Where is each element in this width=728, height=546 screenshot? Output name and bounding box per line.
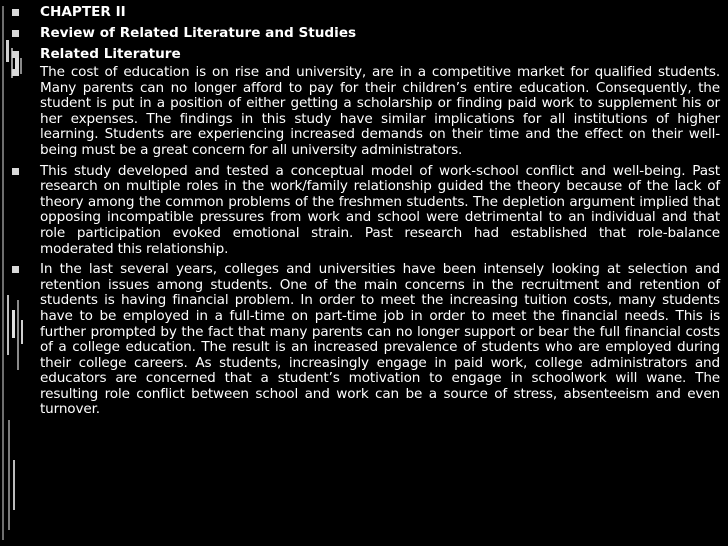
paragraph-2: This study developed and tested a conceptual model of work-school conflict and well-being. Past research on multiple roles in the work/family relationship guided the theory because of the lack of theory among the common problems of the freshmen students. The depletion argument implied that opposing incompatible pressures from work and school were detrimental to an individual and that role participation evoked emotional strain. Past research had established that role-balance moderated this relationship. xyxy=(40,162,720,257)
square-bullet-icon xyxy=(12,266,19,273)
square-bullet-icon xyxy=(12,51,19,58)
bullet-row-chapter xyxy=(12,2,720,23)
bullet-row-paragraph-2 xyxy=(12,164,720,258)
bullet-row-section xyxy=(12,23,720,44)
chapter-title: CHAPTER II xyxy=(40,4,126,20)
paragraph-3: In the last several years, colleges and universities have been intensely looking at selection and retention issues among students. One of the main concerns in the recruitment and retention of students is having financial problem. In order to meet the increasing tuition costs, many students have to be employed in a full-time on part-time job in order to meet the financial needs. This is further prompted by the fact that many parents can no longer support or bear the full financial costs of a college education. The result is an increased prevalence of students who are employed during their college careers. As students, increasingly engage in paid work, college administrators and educators are concerned that a student’s motivation to engage in schoolwork will wane. The resulting role conflict between school and work can be a source of stress, absenteeism and even turnover. xyxy=(40,261,720,418)
bullet-row-subsection xyxy=(12,44,720,65)
paragraph-1: The cost of education is on rise and university, are in a competitive market for qualified students. Many parents can no longer afford to pay for their children’s entire education. Consequently, the student is put in a position of either getting a scholarship or finding paid work to supplement his or her expenses. The findings in this study have similar implications for all institutions of higher learning. Students are experiencing increased demands on their time and the effect on their well-being must be a great concern for all university administrators. xyxy=(40,64,720,158)
square-bullet-icon xyxy=(12,69,19,76)
bullet-row-paragraph-3 xyxy=(12,262,720,418)
subsection-title: Related Literature xyxy=(40,46,181,62)
square-bullet-icon xyxy=(12,30,19,37)
slide-content xyxy=(12,2,720,418)
square-bullet-icon xyxy=(12,9,19,16)
section-title: Review of Related Literature and Studies xyxy=(40,25,357,41)
bullet-row-paragraph-1 xyxy=(12,65,720,159)
square-bullet-icon xyxy=(12,168,19,175)
